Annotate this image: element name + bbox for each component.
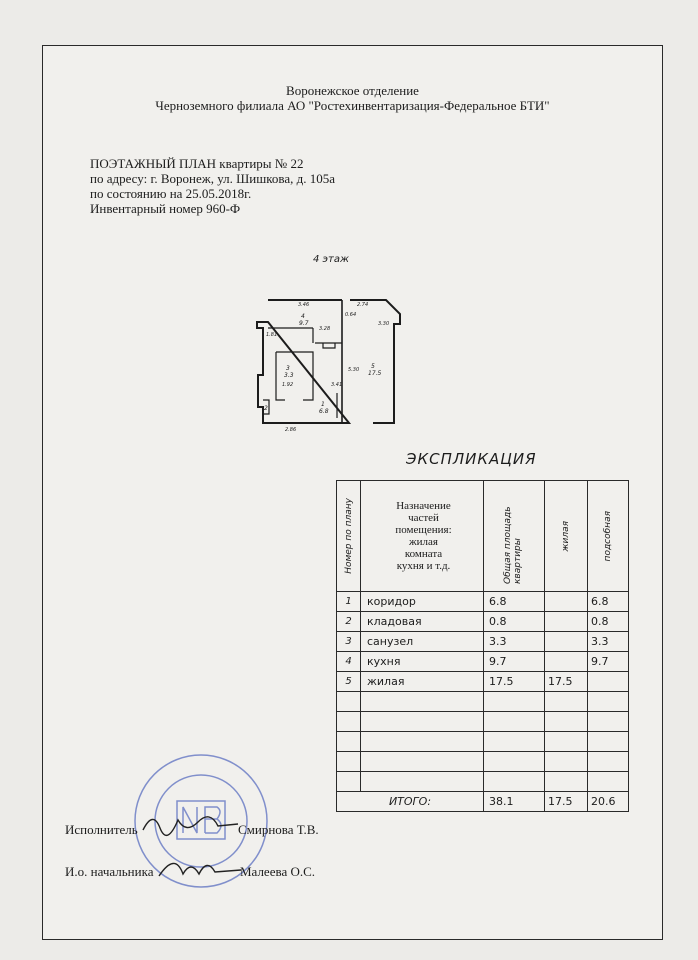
- dim-330: 3.30: [378, 321, 390, 327]
- room-5-area: 17.5: [368, 370, 382, 377]
- total-auxiliary: 20.6: [588, 792, 629, 812]
- room-4-number: 4: [301, 313, 305, 320]
- total-living: 17.5: [545, 792, 588, 812]
- row-number: [337, 752, 361, 772]
- dim-530: 5.30: [348, 367, 360, 373]
- dim-286: 2.86: [285, 427, 297, 433]
- row-auxiliary: 9.7: [588, 652, 629, 672]
- row-auxiliary: [588, 692, 629, 712]
- row-number: [337, 732, 361, 752]
- row-total: 3.3: [484, 632, 545, 652]
- row-total: 9.7: [484, 652, 545, 672]
- row-number: [337, 772, 361, 792]
- row-auxiliary: [588, 732, 629, 752]
- row-living: [545, 612, 588, 632]
- row-name: [361, 732, 484, 752]
- row-auxiliary: [588, 752, 629, 772]
- explication-header-row: [337, 481, 629, 592]
- row-auxiliary: [588, 712, 629, 732]
- row-total: 6.8: [484, 592, 545, 612]
- room-4-area: 9.7: [299, 320, 309, 327]
- row-auxiliary: 3.3: [588, 632, 629, 652]
- table-row: [337, 652, 629, 672]
- table-row: [337, 692, 629, 712]
- room-1-area: 6.8: [319, 408, 329, 415]
- executor-name: Смирнова Т.В.: [238, 822, 319, 837]
- dim-341: 3.41: [331, 382, 343, 388]
- row-auxiliary: 0.8: [588, 612, 629, 632]
- table-row: [337, 632, 629, 652]
- floor-plan: [253, 296, 413, 436]
- dim-181: 1.81: [266, 332, 278, 338]
- table-row: [337, 672, 629, 692]
- dim-064: 0.64: [345, 312, 357, 318]
- row-number: [337, 692, 361, 712]
- row-name: [361, 692, 484, 712]
- plan-date: по состоянию на 25.05.2018г.: [90, 186, 252, 201]
- head-signature: [155, 852, 245, 884]
- explication-title: ЭКСПЛИКАЦИЯ: [406, 450, 537, 468]
- row-name: [361, 772, 484, 792]
- row-name: кладовая: [361, 612, 484, 632]
- row-living: [545, 632, 588, 652]
- dim-192: 1.92: [282, 382, 294, 388]
- dim-328: 3.28: [319, 326, 331, 332]
- plan-title: ПОЭТАЖНЫЙ ПЛАН квартиры № 22: [90, 156, 304, 171]
- room-2-number: 2: [264, 405, 268, 412]
- row-name: коридор: [361, 592, 484, 612]
- document-sheet: [42, 45, 663, 940]
- header-purpose: Назначение частей помещения: жилая комната кухня и т.д.: [361, 481, 484, 592]
- head-label: И.о. начальника: [65, 864, 154, 879]
- row-total: [484, 772, 545, 792]
- inventory-number: Инвентарный номер 960-Ф: [90, 201, 241, 216]
- row-name: санузел: [361, 632, 484, 652]
- row-name: кухня: [361, 652, 484, 672]
- row-total: [484, 752, 545, 772]
- row-total: 17.5: [484, 672, 545, 692]
- row-number: 2: [337, 612, 361, 632]
- executor-label: Исполнитель: [65, 822, 138, 837]
- total-row: [337, 792, 629, 812]
- row-number: 1: [337, 592, 361, 612]
- row-number: 3: [337, 632, 361, 652]
- row-number: 4: [337, 652, 361, 672]
- room-3-area: 3.3: [284, 372, 294, 379]
- dim-346: 3.46: [298, 302, 310, 308]
- header-living: жилая: [545, 481, 588, 592]
- row-name: [361, 712, 484, 732]
- row-living: [545, 592, 588, 612]
- table-row: [337, 592, 629, 612]
- room-1-number: 1: [321, 401, 325, 408]
- dim-274: 2.74: [357, 302, 369, 308]
- plan-address: по адресу: г. Воронеж, ул. Шишкова, д. 105а: [90, 171, 335, 186]
- table-row: [337, 712, 629, 732]
- row-auxiliary: [588, 672, 629, 692]
- row-living: [545, 712, 588, 732]
- row-number: 5: [337, 672, 361, 692]
- table-row: [337, 752, 629, 772]
- room-5-number: 5: [371, 363, 375, 370]
- row-living: [545, 752, 588, 772]
- explication-table: [336, 480, 629, 812]
- row-living: [545, 652, 588, 672]
- row-total: 0.8: [484, 612, 545, 632]
- row-auxiliary: 6.8: [588, 592, 629, 612]
- row-total: [484, 712, 545, 732]
- head-name: Малеева О.С.: [240, 864, 316, 879]
- floor-label: 4 этаж: [313, 254, 349, 265]
- row-name: [361, 752, 484, 772]
- row-living: [545, 732, 588, 752]
- row-number: [337, 712, 361, 732]
- table-row: [337, 772, 629, 792]
- room-3-number: 3: [286, 365, 290, 372]
- row-name: жилая: [361, 672, 484, 692]
- table-row: [337, 612, 629, 632]
- header-total: Общая площадь квартиры: [484, 481, 545, 592]
- row-total: [484, 692, 545, 712]
- header-auxiliary: подсобная: [588, 481, 629, 592]
- header-number: Номер по плану: [337, 481, 361, 592]
- total-label: ИТОГО:: [337, 792, 484, 812]
- executor-signature: [138, 808, 248, 840]
- org-line-1: Воронежское отделение: [286, 83, 419, 98]
- row-living: 17.5: [545, 672, 588, 692]
- row-living: [545, 772, 588, 792]
- total-sum: 38.1: [484, 792, 545, 812]
- table-row: [337, 732, 629, 752]
- explication-body: [337, 592, 629, 812]
- org-line-2: Черноземного филиала АО "Ростехинвентаризация-Федеральное БТИ": [155, 98, 550, 113]
- row-total: [484, 732, 545, 752]
- row-living: [545, 692, 588, 712]
- row-auxiliary: [588, 772, 629, 792]
